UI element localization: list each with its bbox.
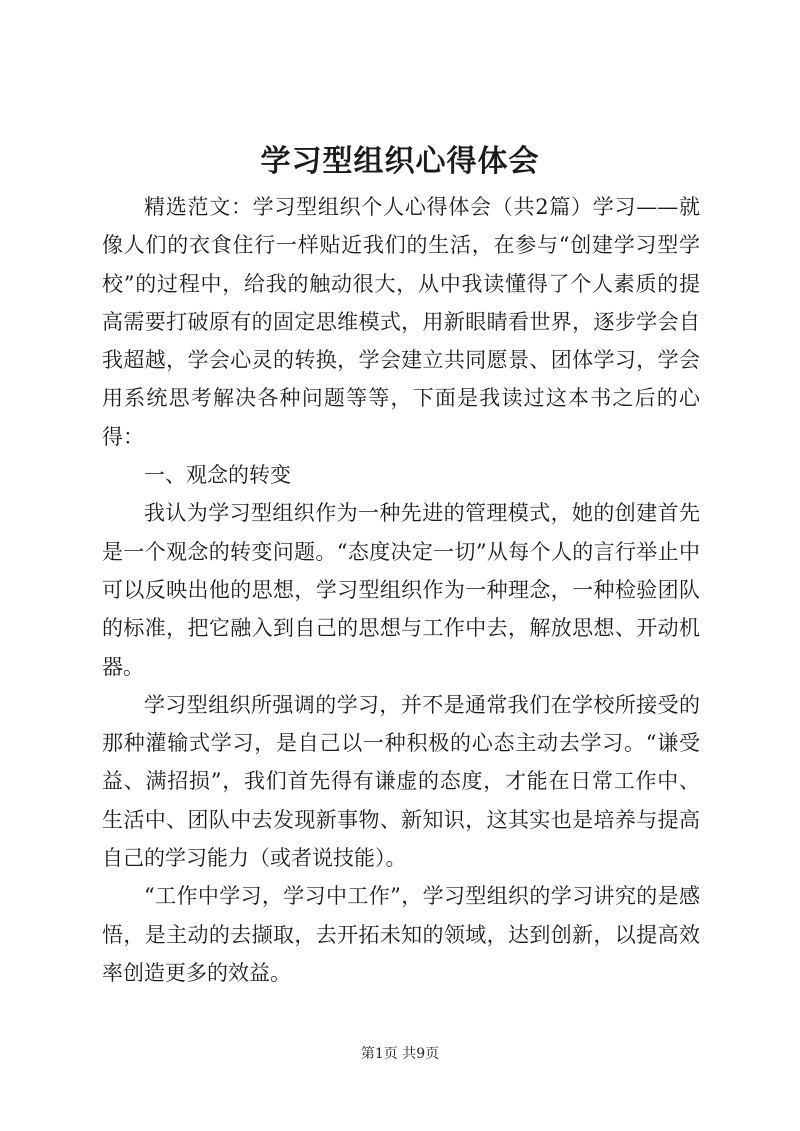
paragraph-concept: 我认为学习型组织作为一种先进的管理模式，她的创建首先是一个观念的转变问题。“态度决定一切”从每个人的言行举止中可以反映出他的思想，学习型组织作为一种理念，一种检验团队的标准，把它融入到自己的思想与工作中去，解放思想、开动机器。	[102, 501, 700, 679]
paragraph-work-learning: “工作中学习，学习中工作”，学习型组织的学习讲究的是感悟，是主动的去撷取，去开拓未知的领域，达到创新，以提高效率创造更多的效益。	[102, 884, 700, 985]
paragraph-intro: 精选范文：学习型组织个人心得体会（共2篇）学习——就像人们的衣食住行一样贴近我们的生活，在参与“创建学习型学校”的过程中，给我的触动很大，从中我读懂得了个人素质的提高需要打破原有的固定思维模式，用新眼睛看世界，逐步学会自我超越，学会心灵的转换，学会建立共同愿景、团体学习，学会用系统思考解决各种问题等等，下面是我读过这本书之后的心得：	[102, 195, 700, 449]
page-footer: 第1页 共9页	[360, 1046, 440, 1062]
document-body	[102, 188, 700, 992]
section-heading: 一、观念的转变	[144, 463, 291, 488]
document-title: 学习型组织心得体会	[260, 144, 540, 179]
paragraph-learning: 学习型组织所强调的学习，并不是通常我们在学校所接受的那种灌输式学习，是自己以一种积极的心态主动去学习。“谦受益、满招损”，我们首先得有谦虚的态度，才能在日常工作中、生活中、团队中去发现新事物、新知识，这其实也是培养与提高自己的学习能力（或者说技能）。	[102, 692, 700, 871]
